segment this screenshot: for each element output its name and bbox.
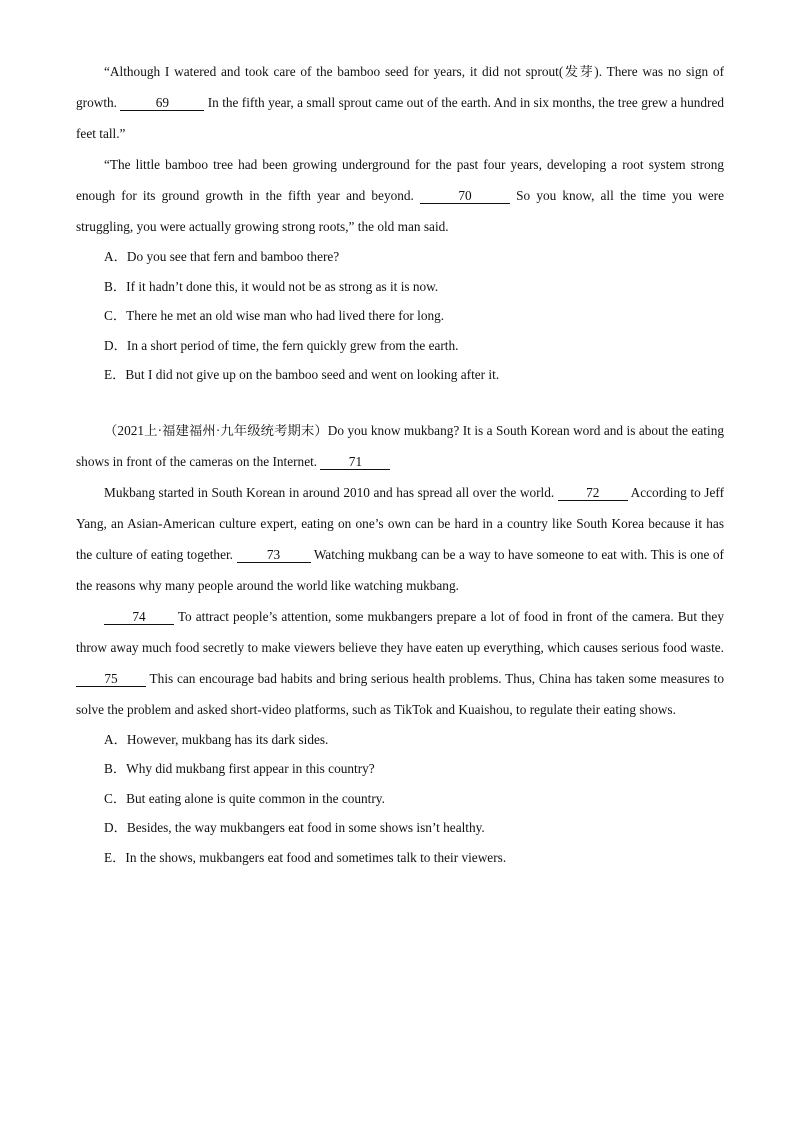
document-page: [76, 56, 724, 872]
answer-blank-74: 74: [104, 609, 174, 625]
option-d: D．Besides, the way mukbangers eat food in some shows isn’t healthy.: [104, 820, 485, 835]
text-run: So you know, all the time you were struggling, you were actually growing strong roots,” the old man said.: [76, 188, 724, 234]
passage2-paragraph-2: [76, 477, 724, 601]
text-run: To attract people’s attention, some mukbangers prepare a lot of food in front of the camera. But they throw away much food secretly to make viewers believe they have eaten up everything, which causes serious food waste.: [76, 608, 724, 655]
passage1-paragraph-1: [76, 56, 724, 149]
text-run: Mukbang started in South Korean in around 2010 and has spread all over the world.: [104, 484, 558, 500]
option-e: E．In the shows, mukbangers eat food and sometimes talk to their viewers.: [104, 849, 507, 865]
source-label: （2021上·福建福州·九年级统考期末）: [104, 422, 328, 438]
passage2-options: [76, 725, 724, 873]
text-run: Watching mukbang can be a way to have someone to eat with. This is one of the reasons why many people around the world like watching mukbang.: [76, 546, 724, 593]
passage2-paragraph-3: [76, 601, 724, 725]
text-run: In the fifth year, a small sprout came out of the earth. And in six months, the tree grew a hundred feet tall.”: [76, 95, 724, 141]
option-d: D．In a short period of time, the fern quickly grew from the earth.: [104, 337, 459, 353]
passage2-paragraph-1: [76, 415, 724, 477]
option-a: A．However, mukbang has its dark sides.: [104, 731, 329, 747]
text-run: Do you know mukbang? It is a South Korean word and is about the eating shows in front of the cameras on the Internet.: [76, 422, 724, 469]
text-run: “Although I watered and took care of the bamboo seed for years, it did not sprout(发芽). There was no sign of growth.: [76, 64, 724, 110]
option-a: A．Do you see that fern and bamboo there?: [104, 249, 340, 264]
passage1-paragraph-2: [76, 149, 724, 242]
answer-blank-72: 72: [558, 485, 628, 501]
option-b: B．Why did mukbang first appear in this country?: [104, 761, 375, 776]
option-c: C．There he met an old wise man who had lived there for long.: [104, 308, 445, 323]
answer-blank-73: 73: [237, 547, 311, 563]
text-run: “The little bamboo tree had been growing underground for the past four years, developing a root system strong enough for its ground growth in the fifth year and beyond.: [76, 157, 724, 203]
text-run: This can encourage bad habits and bring serious health problems. Thus, China has taken some measures to solve the problem and asked short-video platforms, such as TikTok and Kuaishou, to regulate their eating shows.: [76, 670, 724, 717]
option-b: B．If it hadn’t done this, it would not be as strong as it is now.: [104, 278, 439, 294]
option-c: C．But eating alone is quite common in the country.: [104, 790, 385, 806]
text-run: According to Jeff Yang, an Asian-American culture expert, eating on one’s own can be hard in a country like South Korea because it has the culture of eating together.: [76, 484, 724, 562]
answer-blank-70: 70: [420, 188, 510, 204]
passage1-options: [76, 242, 724, 390]
section-gap: [76, 390, 724, 415]
answer-blank-69: 69: [120, 95, 204, 111]
option-e: E．But I did not give up on the bamboo seed and went on looking after it.: [104, 367, 500, 382]
answer-blank-71: 71: [320, 454, 390, 470]
answer-blank-75: 75: [76, 671, 146, 687]
